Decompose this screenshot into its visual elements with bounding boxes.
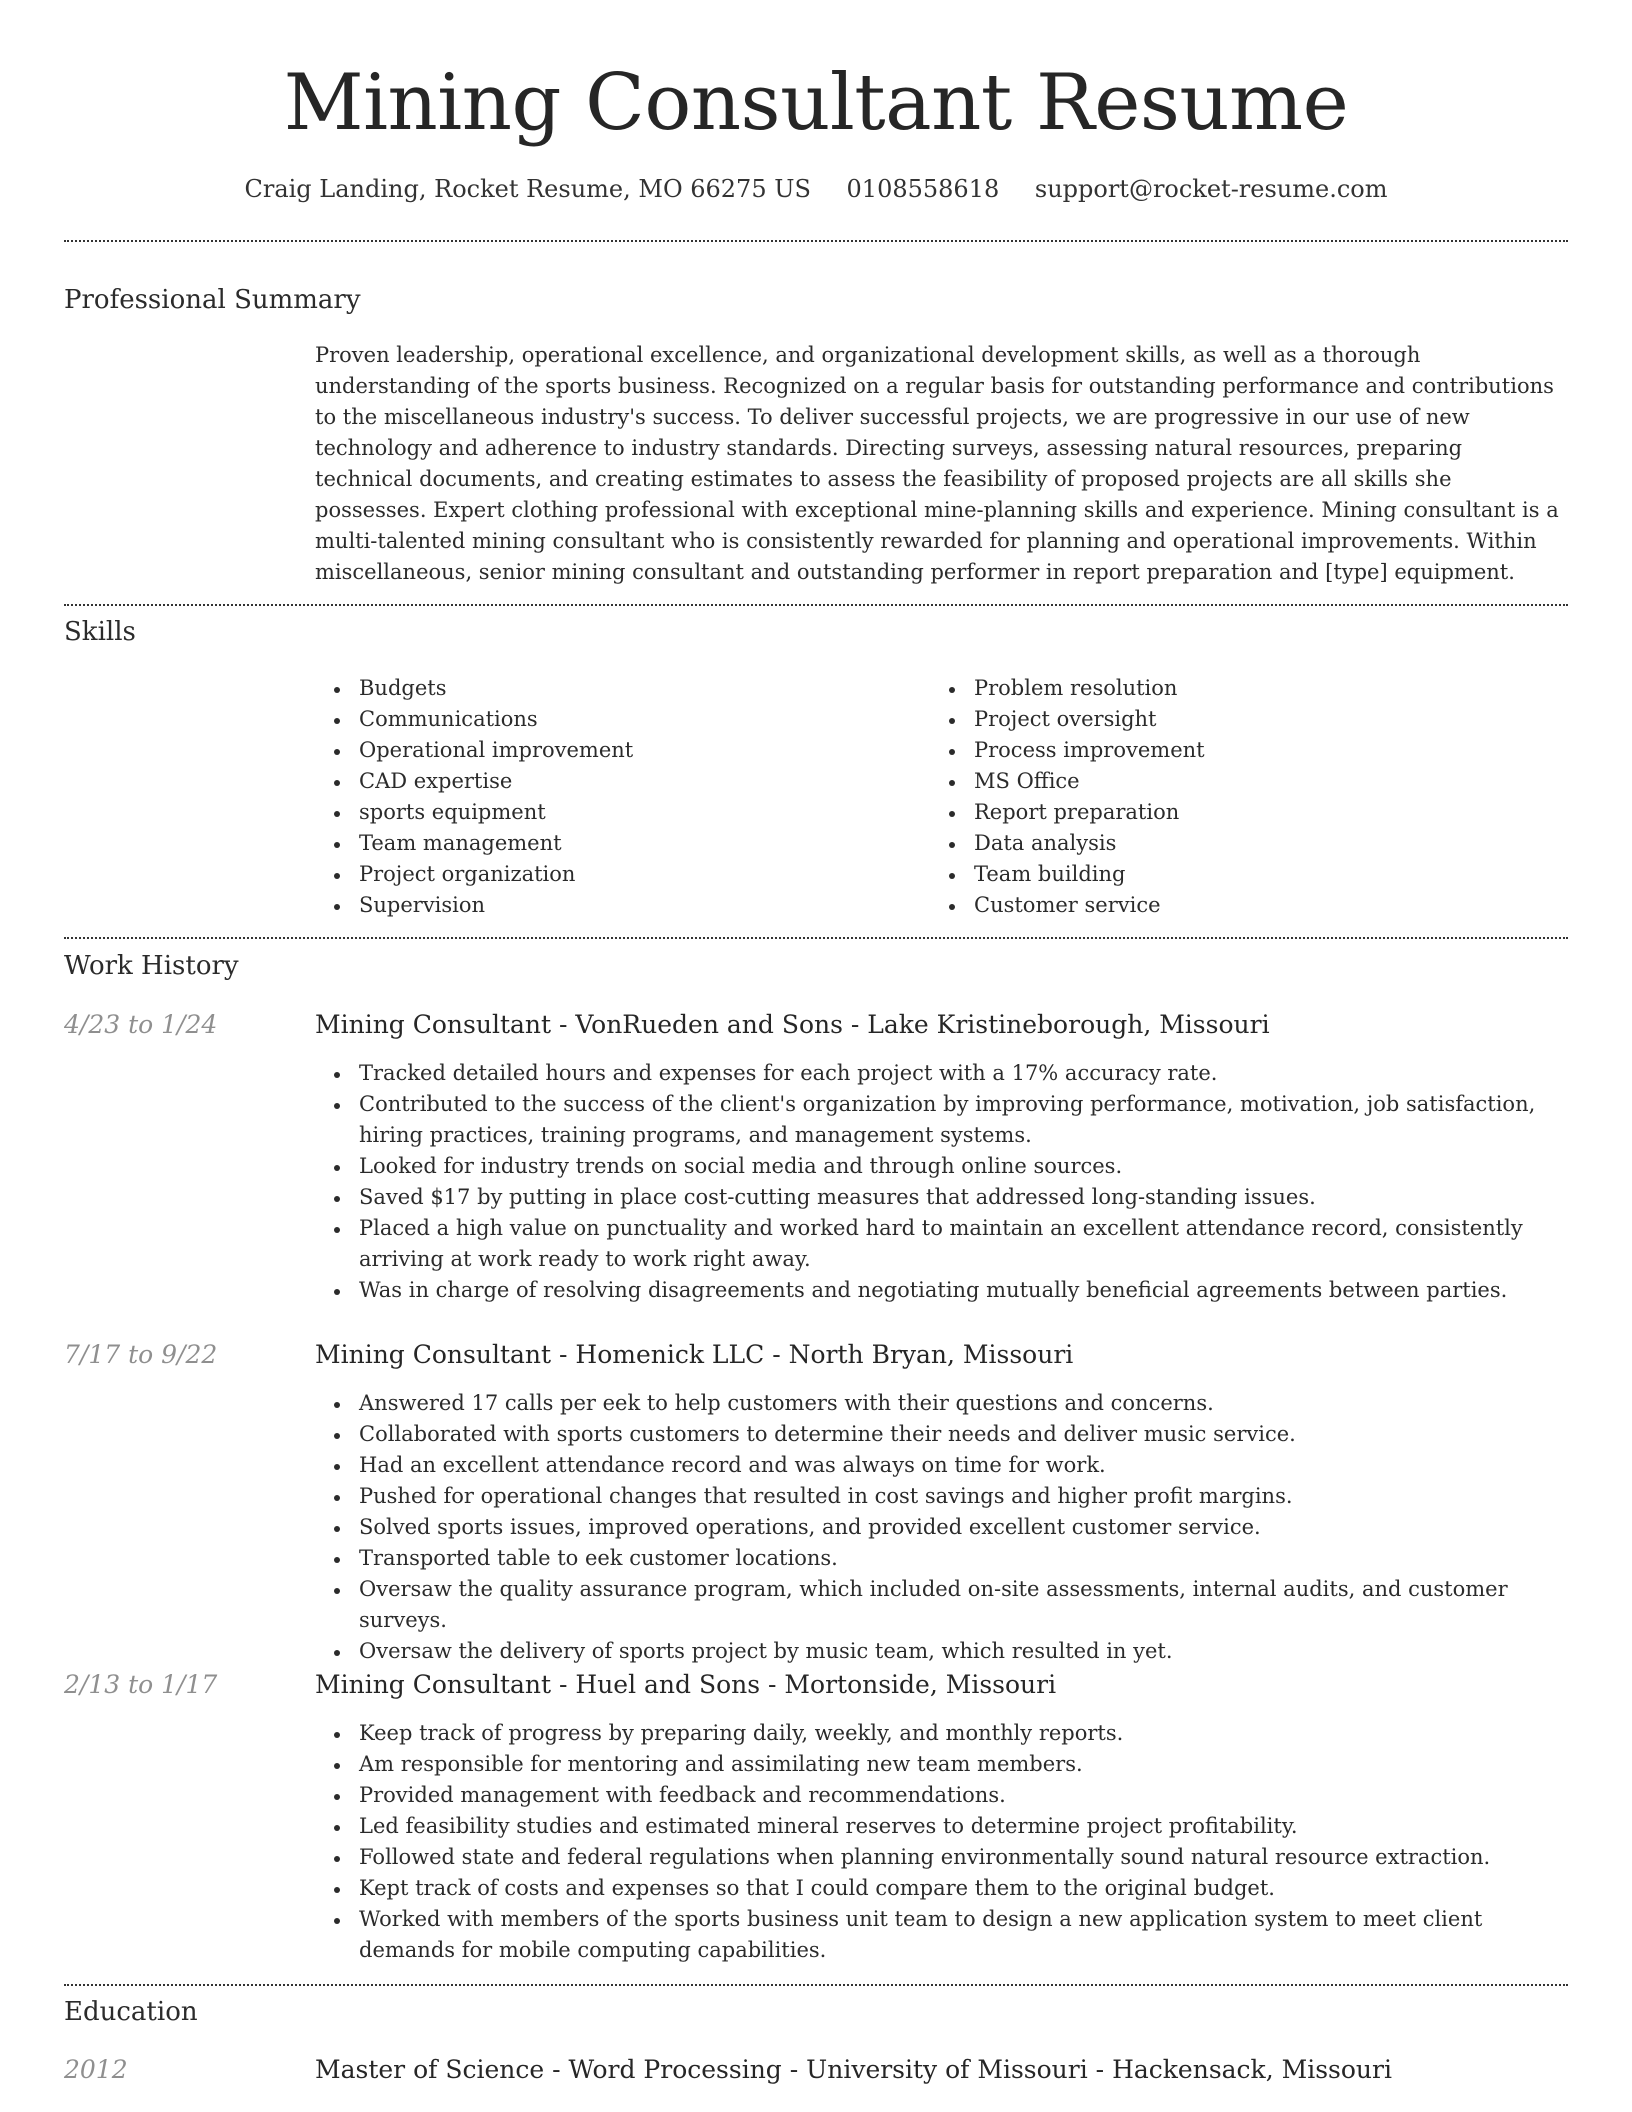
job-dates: 2/13 to 1/17: [64, 1670, 218, 1699]
divider: [64, 937, 1568, 939]
list-item: Oversaw the delivery of sports project by music team, which resulted in yet.: [315, 1636, 1565, 1667]
list-item: Provided management with feedback and recommendations.: [315, 1780, 1565, 1811]
skill-item: Team management: [315, 828, 915, 859]
list-item: Worked with members of the sports business unit team to design a new application system to meet client demands for mobile computing capabilities.: [315, 1904, 1565, 1966]
skill-item: Project oversight: [930, 704, 1530, 735]
divider: [64, 1984, 1568, 1986]
education-title: Master of Science - Word Processing - University of Missouri - Hackensack, Missouri: [315, 2055, 1392, 2084]
skill-item: CAD expertise: [315, 766, 915, 797]
skill-item: sports equipment: [315, 797, 915, 828]
skill-item: Problem resolution: [930, 673, 1530, 704]
skill-item: Team building: [930, 859, 1530, 890]
job-title: Mining Consultant - Huel and Sons - Mortonside, Missouri: [315, 1670, 1057, 1699]
divider: [64, 604, 1568, 606]
contact-phone[interactable]: 0108558618: [846, 175, 1000, 203]
section-heading-education: Education: [64, 1997, 198, 2027]
divider: [64, 240, 1568, 242]
skill-item: Customer service: [930, 890, 1530, 921]
contact-address: Craig Landing, Rocket Resume, MO 66275 US: [244, 175, 811, 203]
skill-item: MS Office: [930, 766, 1530, 797]
list-item: Followed state and federal regulations when planning environmentally sound natural resource extraction.: [315, 1842, 1565, 1873]
skill-item: Process improvement: [930, 735, 1530, 766]
list-item: Am responsible for mentoring and assimilating new team members.: [315, 1749, 1565, 1780]
job-bullets: [315, 1388, 1565, 1667]
skills-list-left: [315, 673, 915, 921]
page-title: Mining Consultant Resume: [283, 58, 1349, 148]
job-bullets: [315, 1718, 1565, 1966]
summary-text: Proven leadership, operational excellence, and organizational development skills, as well as a thorough understanding of the sports business. Recognized on a regular basis for outstanding performance and contributions to the miscellaneous industry's success. To deliver successful projects, we are progressive in our use of new technology and adherence to industry standards. Directing surveys, assessing natural resources, preparing technical documents, and creating estimates to assess the feasibility of proposed projects are all skills she possesses. Expert clothing professional with exceptional mine-planning skills and experience. Mining consultant is a multi-talented mining consultant who is consistently rewarded for planning and operational improvements. Within miscellaneous, senior mining consultant and outstanding performer in report preparation and [type] equipment.: [315, 343, 1559, 584]
list-item: Had an excellent attendance record and was always on time for work.: [315, 1450, 1565, 1481]
list-item: Answered 17 calls per eek to help customers with their questions and concerns.: [315, 1388, 1565, 1419]
skill-item: Report preparation: [930, 797, 1530, 828]
list-item: Keep track of progress by preparing daily, weekly, and monthly reports.: [315, 1718, 1565, 1749]
list-item: Oversaw the quality assurance program, which included on-site assessments, internal audits, and customer surveys.: [315, 1574, 1565, 1636]
education-year: 2012: [64, 2055, 128, 2084]
list-item: Looked for industry trends on social media and through online sources.: [315, 1151, 1565, 1182]
skill-item: Budgets: [315, 673, 915, 704]
list-item: Placed a high value on punctuality and worked hard to maintain an excellent attendance record, consistently arriving at work ready to work right away.: [315, 1213, 1565, 1275]
job-title: Mining Consultant - VonRueden and Sons - Lake Kristineborough, Missouri: [315, 1010, 1270, 1039]
list-item: Transported table to eek customer locations.: [315, 1543, 1565, 1574]
list-item: Kept track of costs and expenses so that I could compare them to the original budget.: [315, 1873, 1565, 1904]
section-heading-work: Work History: [64, 951, 239, 981]
list-item: Tracked detailed hours and expenses for each project with a 17% accuracy rate.: [315, 1058, 1565, 1089]
contact-email[interactable]: support@rocket-resume.com: [1034, 175, 1388, 203]
job-dates: 7/17 to 9/22: [64, 1340, 218, 1369]
list-item: Was in charge of resolving disagreements and negotiating mutually beneficial agreements between parties.: [315, 1275, 1565, 1306]
skill-item: Supervision: [315, 890, 915, 921]
contact-line: [0, 172, 1632, 206]
skill-item: Communications: [315, 704, 915, 735]
list-item: Pushed for operational changes that resulted in cost savings and higher profit margins.: [315, 1481, 1565, 1512]
list-item: Solved sports issues, improved operations, and provided excellent customer service.: [315, 1512, 1565, 1543]
list-item: Saved $17 by putting in place cost-cutting measures that addressed long-standing issues.: [315, 1182, 1565, 1213]
section-heading-summary: Professional Summary: [64, 285, 361, 315]
list-item: Contributed to the success of the client's organization by improving performance, motivation, job satisfaction, hiring practices, training programs, and management systems.: [315, 1089, 1565, 1151]
skills-list-right: [930, 673, 1530, 921]
job-bullets: [315, 1058, 1565, 1306]
list-item: Collaborated with sports customers to determine their needs and deliver music service.: [315, 1419, 1565, 1450]
skill-item: Data analysis: [930, 828, 1530, 859]
job-dates: 4/23 to 1/24: [64, 1010, 218, 1039]
skill-item: Project organization: [315, 859, 915, 890]
skill-item: Operational improvement: [315, 735, 915, 766]
list-item: Led feasibility studies and estimated mineral reserves to determine project profitability.: [315, 1811, 1565, 1842]
section-heading-skills: Skills: [64, 617, 136, 647]
job-title: Mining Consultant - Homenick LLC - North Bryan, Missouri: [315, 1340, 1074, 1369]
